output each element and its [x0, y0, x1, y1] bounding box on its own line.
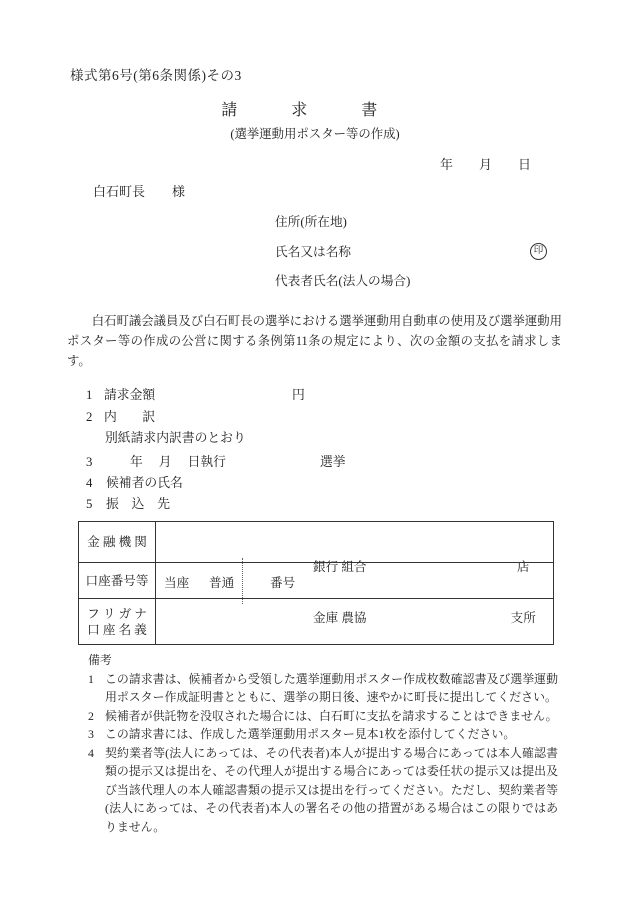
election-date-label: 年 月 日執行 — [130, 455, 226, 469]
addressee-name: 白石町長 — [93, 184, 146, 199]
remarks-section — [88, 651, 560, 836]
item-number: 1 — [86, 388, 93, 402]
remark-number: 1 — [88, 671, 94, 686]
account-holder-row — [79, 598, 553, 644]
doc-subtitle: (選挙運動用ポスター等の作成) — [230, 127, 400, 141]
account-holder-header — [79, 599, 156, 644]
date-line: 年 月 日 — [440, 157, 532, 172]
account-holder-label: 口 座 名 義 — [87, 622, 147, 637]
candidate-name-label: 候補者の氏名 — [106, 476, 183, 490]
yen-unit-label: 円 — [292, 388, 305, 402]
branch-line2: 支所 — [510, 611, 536, 625]
remark-text: この請求書には、作成した選挙運動用ポスター見本1枚を添付してください。 — [105, 727, 516, 741]
breakdown-detail: 別紙請求内訳書のとおり — [105, 431, 246, 445]
item-number: 5 — [86, 497, 93, 511]
account-number-label: 番号 — [270, 576, 296, 590]
account-number-cell — [156, 563, 553, 598]
doc-title: 請 求 書 — [221, 102, 379, 119]
claim-amount-label: 請求金額 — [104, 388, 156, 402]
bank-type-line1: 銀行 組合 — [313, 560, 367, 574]
account-holder-cell — [156, 599, 553, 644]
bank-type-line2: 金庫 農協 — [313, 611, 367, 625]
financial-institution-header: 金 融 機 関 — [79, 522, 156, 562]
remark-item — [88, 707, 560, 726]
addressee-honorific: 様 — [172, 184, 186, 199]
election-label: 選挙 — [320, 455, 346, 469]
bank-transfer-table — [78, 521, 554, 645]
body-paragraph: 白石町議会議員及び白石町長の選挙における選挙運動用自動車の使用及び選挙運動用ポスター等の作成の公営に関する条例第11条の規定により、次の金額の支払を請求します。 — [67, 314, 562, 368]
remark-item — [88, 725, 560, 744]
remark-text: この請求書は、候補者から受領した選挙運動用ポスター作成枚数確認書及び選挙運動用ポスター作成証明書とともに、選挙の期日後、速やかに町長に提出してください。 — [105, 671, 558, 704]
representative-label: 代表者氏名(法人の場合) — [275, 274, 411, 288]
remark-item — [88, 670, 560, 707]
remarks-title: 備考 — [88, 653, 112, 667]
remark-number: 3 — [88, 727, 94, 741]
furigana-label: フ リ ガ ナ — [87, 606, 147, 621]
account-number-row — [79, 562, 553, 598]
account-type-ordinary: 普通 — [209, 576, 235, 590]
item-number: 4 — [86, 476, 93, 490]
remark-number: 4 — [88, 745, 94, 760]
item-number: 2 — [86, 410, 93, 424]
remark-text: 契約業者等(法人にあっては、その代表者)本人が提出する場合にあっては本人確認書類の提示又は提出を、その代理人が提出する場合にあっては委任状の提示又は提出及び当該代理人の本人確認書類の提示又は提出を行ってください。ただし、契約業者等(法人にあっては、その代表者)本人の署名その他の措置がある場合はこの限りではありません。 — [105, 745, 558, 834]
remark-text: 候補者が供託物を没収された場合には、白石町に支払を請求することはできません。 — [105, 708, 558, 723]
branch-line1: 店 — [516, 560, 530, 574]
breakdown-label: 内 訳 — [104, 410, 156, 424]
item-number: 3 — [86, 455, 93, 469]
seal-stamp-icon: 印 — [530, 243, 547, 260]
account-type-current: 当座 — [164, 576, 190, 590]
remark-number: 2 — [88, 708, 94, 723]
name-label: 氏名又は名称 — [275, 245, 352, 259]
payee-label: 振 込 先 — [106, 497, 170, 511]
address-label: 住所(所在地) — [275, 215, 347, 229]
form-number: 様式第6号(第6条関係)その3 — [70, 68, 242, 83]
account-number-header: 口座番号等 — [79, 563, 156, 598]
remark-item — [88, 744, 560, 837]
